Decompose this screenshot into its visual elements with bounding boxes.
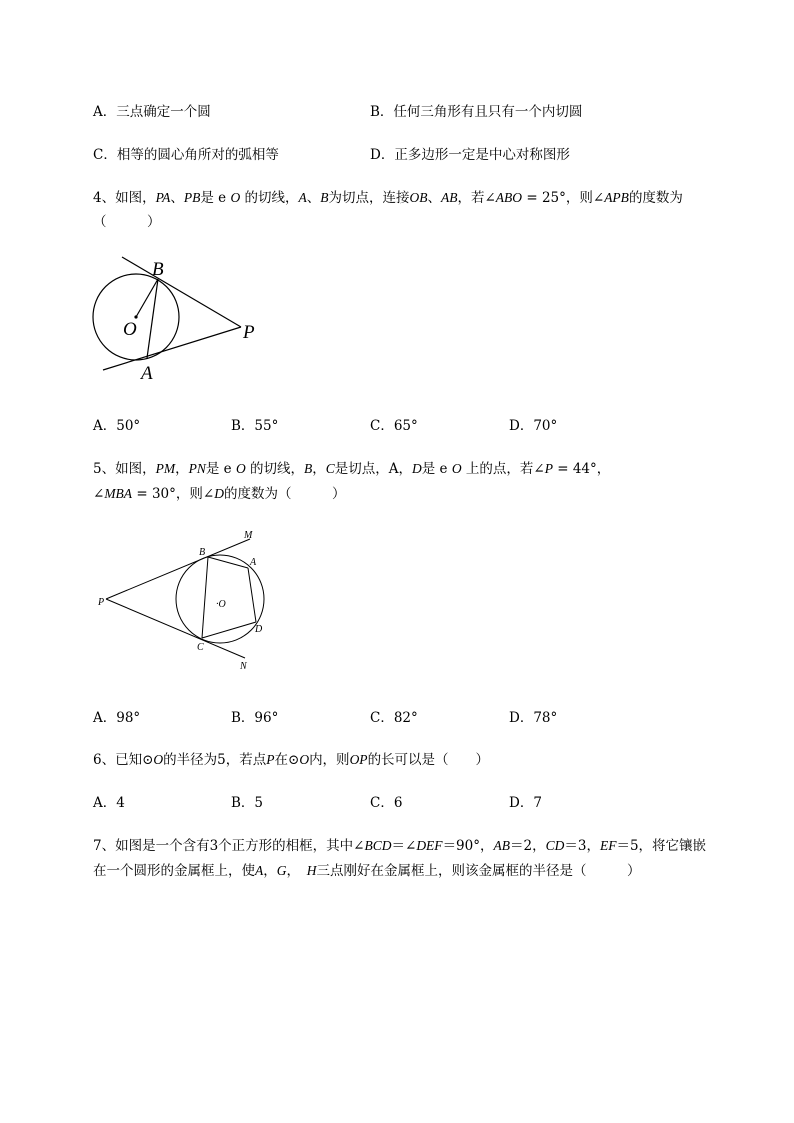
q4-figure	[85, 250, 275, 390]
q5-label-p: P	[98, 597, 105, 608]
q5-chord-ad	[248, 568, 256, 622]
q4-label-o: O	[123, 319, 137, 340]
q5-label-b: B	[199, 547, 206, 558]
q5-chord-ba	[208, 557, 248, 568]
q5-chord-dc	[202, 622, 256, 638]
q6-stem: 6、已知⊙O的半径为5，若点P在⊙O内，则OP的长可以是（ ）	[93, 752, 490, 768]
q5-option-c: C．82°	[370, 710, 418, 726]
q3-option-d: D．正多边形一定是中心对称图形	[370, 147, 570, 163]
q5-stem-line2: ∠MBA = 30°，则∠D的度数为（ ）	[93, 486, 346, 502]
q4-segment-ob	[136, 279, 158, 317]
q4-answer-paren: （ ）	[93, 214, 161, 230]
q5-label-d: D	[255, 624, 263, 635]
q5-chord-bc	[202, 557, 208, 638]
q5-figure	[90, 525, 270, 675]
q4-label-a: A	[141, 363, 153, 384]
q3-option-b: B．任何三角形有且只有一个内切圆	[370, 104, 583, 120]
q4-option-d: D．70°	[509, 418, 558, 434]
q7-stem: 7、如图是一个含有3个正方形的相框，其中∠BCD＝∠DEF＝90°，AB＝2，CD＝3，EF＝5，将它镶嵌	[93, 838, 707, 854]
q4-segment-ab	[147, 279, 158, 358]
q5-option-b: B．96°	[231, 710, 279, 726]
q4-option-c: C．65°	[370, 418, 418, 434]
q5-label-m: M	[244, 530, 253, 541]
q5-tangent-pm	[106, 539, 250, 599]
q6-option-d: D．7	[509, 795, 542, 811]
q4-option-a: A．50°	[93, 418, 141, 434]
q4-label-b: B	[152, 259, 164, 280]
q4-stem: 4、如图，PA、PB是 e O 的切线，A、B为切点，连接OB、AB，若∠ABO = 25°，则∠APB的度数为	[93, 190, 683, 206]
q3-option-a: A．三点确定一个圆	[93, 104, 211, 120]
q5-stem: 5、如图，PM，PN是 e O 的切线，B，C是切点，A，D是 e O 上的点，若∠P = 44°，	[93, 461, 611, 477]
q6-option-a: A．4	[93, 795, 125, 811]
q4-label-p: P	[243, 322, 255, 343]
q5-label-a: A	[250, 557, 257, 568]
q4-option-b: B．55°	[231, 418, 279, 434]
q7-stem-line2: 在一个圆形的金属框上，使A，G， H三点刚好在金属框上，则该金属框的半径是（ ）	[93, 863, 641, 879]
q4-tangent-pb	[122, 257, 241, 327]
q5-label-o: ·O	[216, 599, 226, 610]
q6-option-b: B．5	[231, 795, 264, 811]
q3-option-c: C．相等的圆心角所对的弧相等	[93, 147, 279, 163]
q5-label-c: C	[197, 642, 204, 653]
q5-option-a: A．98°	[93, 710, 141, 726]
q5-option-d: D．78°	[509, 710, 558, 726]
q6-option-c: C．6	[370, 795, 403, 811]
q5-label-n: N	[240, 661, 247, 672]
